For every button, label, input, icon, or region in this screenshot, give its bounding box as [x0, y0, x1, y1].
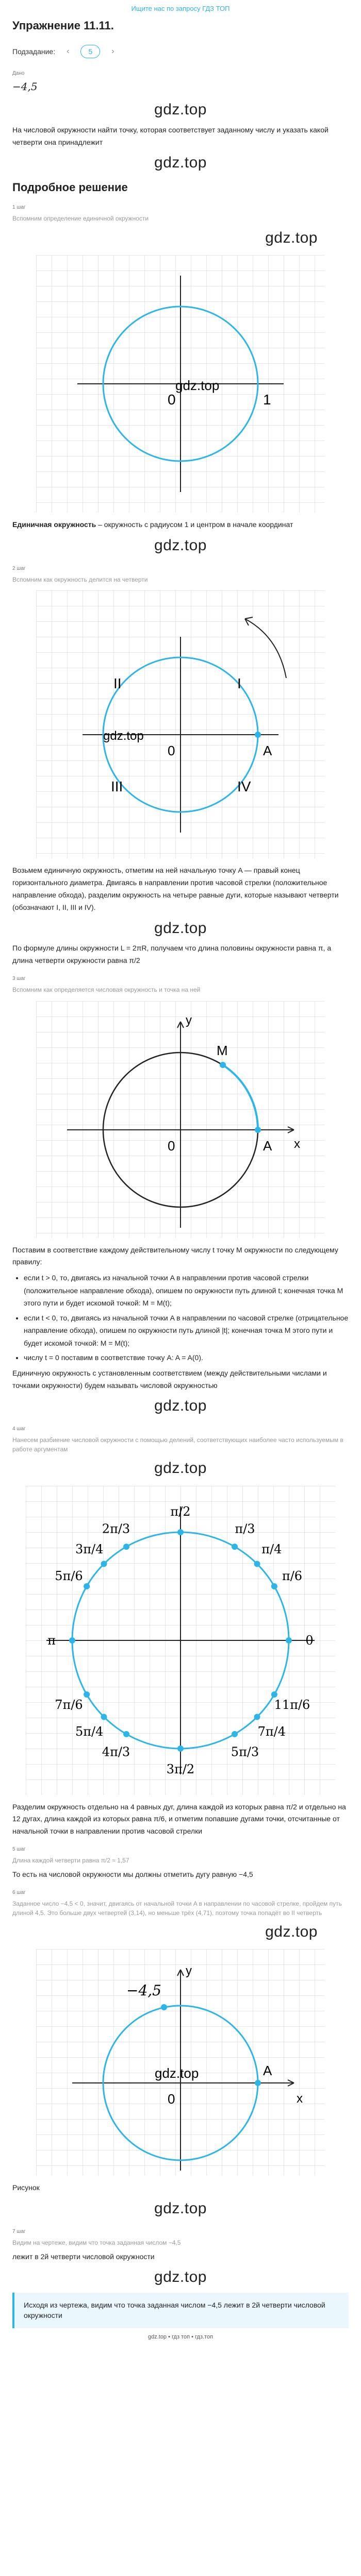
angle-label: 7π/4: [257, 1724, 286, 1739]
step-text: То есть на числовой окружности мы должны отметить дугу равную −4,5: [12, 1870, 253, 1878]
angle-point: [232, 1544, 238, 1550]
step-tag: 5 шаг: [12, 1846, 26, 1852]
given-value: −4,5: [12, 80, 38, 93]
footer-watermark: gdz.top • гдз топ • гдз.топ: [147, 2333, 214, 2340]
step-note: Длина каждой четверти равна π/2 ≈ 1,57: [12, 1857, 129, 1865]
next-subtask-button[interactable]: ›: [111, 47, 114, 56]
value-label: −4,5: [126, 1982, 161, 1999]
watermark: gdz.top: [154, 154, 207, 172]
point-m: [220, 1062, 226, 1068]
answer-figure: [36, 1949, 325, 2176]
point-a: [255, 732, 261, 738]
partition-figure: [26, 1486, 335, 1795]
point-a: [255, 2080, 261, 2086]
step-tag: 7 шаг: [12, 2228, 26, 2234]
step-text: Разделим окружность отдельно на 4 равных дуг, длина каждой из которых равна π/2 и отдельно на 12 дугах, длина каждой из которых равна π/6, и отметим попавшие дугами точки, отсчитанные от начальной точки в направлении против часовой стрелки: [12, 1802, 346, 1836]
angle-label: π/3: [235, 1521, 255, 1536]
step-text: По формуле длины окружности L = 2πR, получаем что длина половины окружности равна π, а длина четверти окружности равна π/2: [12, 944, 332, 964]
angle-label: 2π/3: [102, 1521, 130, 1536]
quarter-1-label: I: [237, 675, 241, 692]
angle-label: 5π/6: [55, 1568, 83, 1583]
list-item: • числу t = 0 поставим в соответствие точку A: A = A(0).: [24, 1351, 349, 1364]
angle-label: π/4: [261, 1541, 282, 1556]
step-note: Вспомним как окружность делится на четверти: [12, 576, 148, 584]
term: Единичная окружность: [12, 520, 96, 529]
angle-label: 0: [305, 1633, 314, 1648]
angle-label: 3π/4: [75, 1541, 104, 1556]
watermark: gdz.top: [154, 1397, 207, 1415]
y-label: y: [186, 1964, 192, 1978]
point-a-label: A: [263, 743, 272, 759]
step-tag: 6 шаг: [12, 1889, 26, 1895]
angle-point: [84, 1583, 90, 1589]
quarters-figure: [36, 590, 325, 858]
subtask-label: Подзадание:: [12, 47, 56, 56]
angle-point: [254, 1714, 260, 1720]
step-tag: 3 шаг: [12, 975, 26, 981]
step-text: Единичную окружность с установленным соответствием (между действительными числами и точками окружности) будем называть числовой окружностью: [12, 1368, 327, 1389]
watermark: gdz.top: [154, 537, 207, 554]
watermark: gdz.top: [175, 378, 220, 394]
step-text: [12, 519, 349, 531]
list-item: • если t < 0, то, двигаясь из начальной точки A в направлении по часовой стрелке (отрицательное направление обхода), опишем по окружности путь длиной |t|; конечная точка M этого пути и будет искомой точкой: M = M(t);: [24, 1312, 349, 1350]
angle-point: [123, 1731, 129, 1737]
angle-label: π/6: [282, 1568, 303, 1583]
quarter-3-label: III: [111, 778, 123, 795]
watermark: gdz.top: [265, 229, 318, 246]
step-tag: 4 шаг: [12, 1426, 26, 1432]
watermark: gdz.top: [154, 2268, 207, 2286]
given-tag: Дано: [12, 70, 25, 76]
page-title: Упражнение 11.11.: [12, 19, 114, 32]
angle-point: [271, 1691, 277, 1698]
angle-point: [271, 1583, 277, 1589]
quarter-4-label: IV: [237, 778, 251, 795]
point-a-label: A: [263, 1138, 272, 1154]
angle-point: [69, 1637, 75, 1643]
origin-label: 0: [168, 1138, 175, 1154]
watermark: gdz.top: [155, 2065, 199, 2081]
answer-box: Исходя из чертежа, видим что точка заданная числом −4,5 лежит в 2й четверти числовой окружности: [12, 2293, 349, 2328]
step-tag: 2 шаг: [12, 565, 26, 571]
step-note: Видим на чертеже, видим что точка заданная числом −4,5: [12, 2239, 181, 2247]
watermark: gdz.top: [154, 101, 207, 118]
angle-point: [254, 1561, 260, 1567]
solution-title: Подробное решение: [12, 180, 128, 194]
rule-list: [12, 1272, 349, 1364]
angle-point: [84, 1691, 90, 1698]
step-text: Поставим в соответствие каждому действительному числу t точку M окружности по следующему правилу:: [12, 1245, 338, 1266]
one-label: 1: [263, 392, 271, 408]
step-text: лежит в 2й четверти числовой окружности: [12, 2252, 155, 2261]
step-tag: 1 шаг: [12, 204, 26, 210]
angle-point: [177, 1529, 184, 1535]
definition: – окружность с радиусом 1 и центром в начале координат: [96, 520, 293, 529]
angle-point: [101, 1714, 107, 1720]
angle-point: [101, 1561, 107, 1567]
step-note: Вспомним определение единичной окружности: [12, 215, 149, 223]
unit-circle-figure: [36, 255, 325, 513]
step-note: Заданное число −4,5 < 0, значит, двигаясь от начальной точки A в направлении по часовой стрелке, пройдем путь длиной 4,5. Это больше двух четвертей (3,14), но меньше трёх (4,71), поэтому точка попадёт во II четверть: [12, 1900, 342, 1917]
angle-label: π: [47, 1633, 56, 1648]
watermark: gdz.top: [154, 2200, 207, 2217]
point-minus-4-5: [161, 2004, 167, 2010]
point-a: [255, 1127, 261, 1133]
step-text: Возьмем единичную окружность, отметим на ней начальную точку A — правый конец горизонтального диаметра. Двигаясь в направлении против часовой стрелки (положительное направление обхода), разделим окружность на четыре равные дуги, которые называют четверти (обозначают I, II, III и IV).: [12, 866, 339, 911]
prev-subtask-button[interactable]: ‹: [67, 47, 70, 56]
angle-label: 7π/6: [55, 1697, 83, 1712]
point-m-label: M: [217, 1042, 228, 1058]
angle-label: 3π/2: [166, 1761, 195, 1776]
list-item: • если t > 0, то, двигаясь из начальной точки A в направлении против часовой стрелки (положительное направление обхода), опишем по окружности путь длиной t; конечная точка M этого пути и будет искомой точкой: M = M(t);: [24, 1272, 349, 1310]
step-note: Вспомним как определяется числовая окружность и точка на ней: [12, 986, 201, 994]
watermark: gdz.top: [265, 1923, 318, 1940]
origin-label: 0: [168, 2091, 175, 2107]
origin-label: 0: [168, 392, 176, 408]
watermark: gdz.top: [154, 1460, 207, 1477]
top-search-link[interactable]: Ищите нас по запросу ГДЗ ТОП: [131, 5, 230, 12]
angle-label: 5π/3: [231, 1744, 259, 1759]
current-subtask[interactable]: 5: [80, 45, 100, 58]
angle-point: [177, 1745, 184, 1752]
angle-label: 5π/4: [75, 1724, 104, 1739]
angle-label: 4π/3: [102, 1744, 130, 1759]
quarter-2-label: II: [113, 675, 122, 692]
step-text: Рисунок: [12, 2183, 40, 2192]
task-text: На числовой окружности найти точку, которая соответствует заданному числу и указать какой четверти она принадлежит: [12, 125, 329, 146]
step-note: Нанесем разбиение числовой окружности с помощью делений, соответствующих наиболее часто используемым в работе аргументам: [12, 1436, 343, 1453]
x-label: x: [294, 1137, 300, 1151]
angle-label: 11π/6: [274, 1697, 310, 1712]
watermark: gdz.top: [103, 729, 144, 743]
x-label: x: [297, 2092, 303, 2106]
subtask-nav: [12, 41, 349, 62]
angle-point: [286, 1637, 292, 1643]
angle-label: π/2: [170, 1504, 191, 1519]
number-circle-figure: [36, 1001, 325, 1238]
angle-point: [123, 1544, 129, 1550]
y-label: y: [186, 1013, 192, 1027]
watermark: gdz.top: [154, 919, 207, 937]
point-a-label: A: [263, 2063, 272, 2079]
angle-point: [232, 1731, 238, 1737]
origin-label: 0: [168, 743, 175, 759]
